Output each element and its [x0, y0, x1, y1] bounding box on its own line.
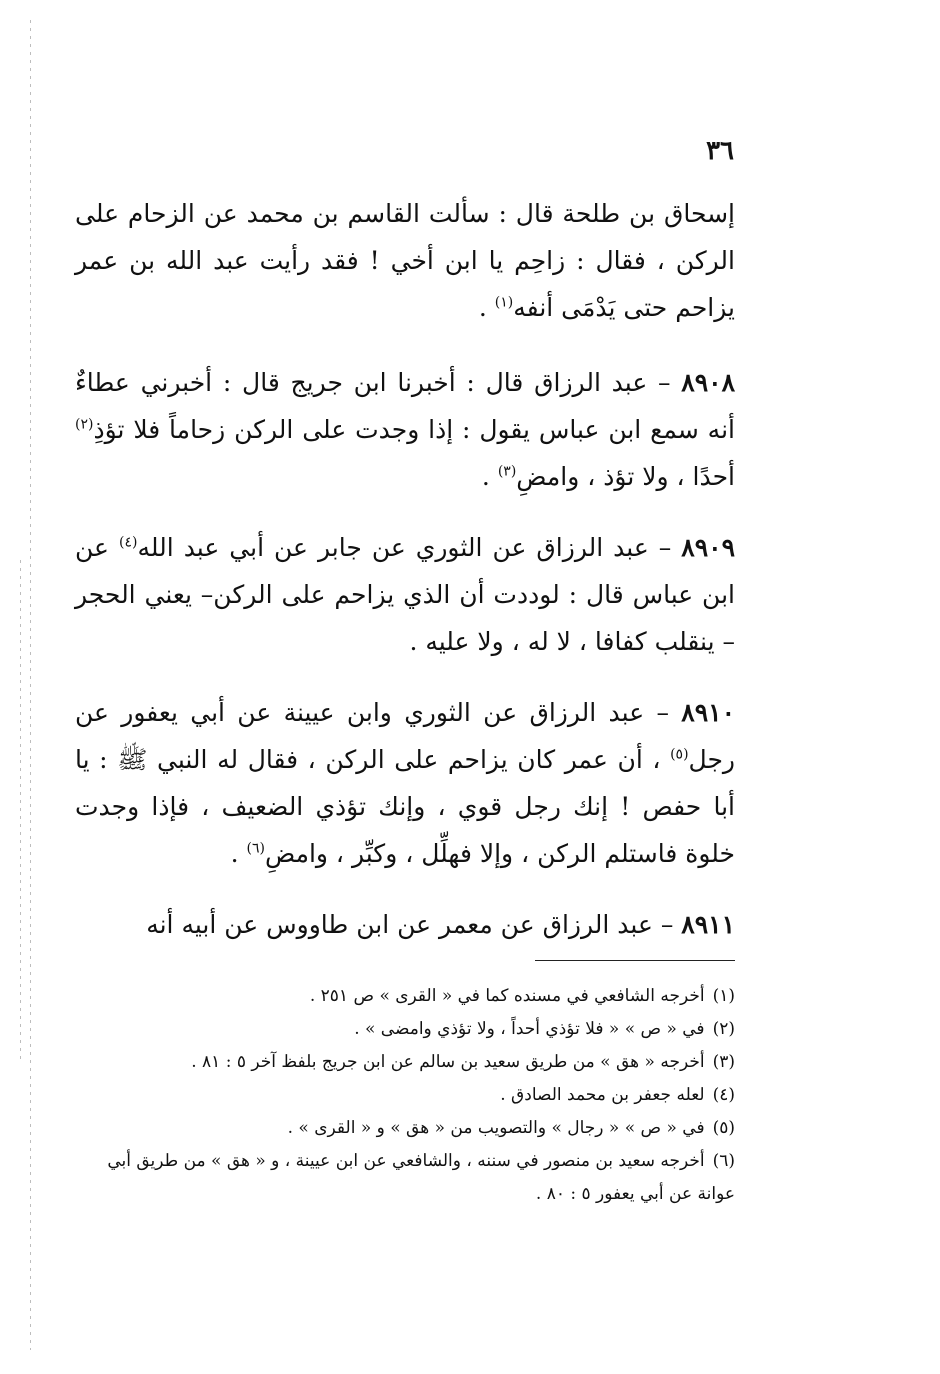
hadith-number: ٨٩١٠ — [681, 698, 735, 727]
footnote-ref[interactable]: (٦) — [246, 840, 265, 857]
hadith-8911 — [75, 901, 735, 948]
paragraph-text: – عبد الرزاق قال : أخبرنا ابن جريج قال : أخبرني عطاءٌ أنه سمع ابن عباس يقول : إذا وجدت على الركن زحاماً فلا تؤذِ — [75, 368, 735, 444]
scan-margin-line-left — [30, 20, 31, 1350]
paragraph-text-2: ، أن عمر كان يزاحم على الركن ، فقال له النبي ﷺ : يا أبا حفص ! إنك رجل قوي ، وإنك تؤذي الضعيف ، فإذا وجدت خلوة فاستلم الركن ، وإلا فهلِّل ، وكبِّر ، وامضِ — [75, 745, 735, 868]
paragraph-text: – عبد الرزاق عن الثوري عن جابر عن أبي عبد الله — [137, 533, 682, 562]
footnote-text: لعله جعفر بن محمد الصادق . — [500, 1085, 705, 1105]
footnote-4 — [75, 1079, 735, 1112]
footnote-number: (٦) — [712, 1151, 735, 1171]
footnotes — [75, 980, 735, 1211]
paragraph-text: إسحاق بن طلحة قال : سألت القاسم بن محمد عن الزحام على الركن ، فقال : زاحِم يا ابن أخي ! فقد رأيت عبد الله بن عمر يزاحم حتى يَدْمَى أنفه — [75, 199, 735, 322]
hadith-number: ٨٩١١ — [681, 910, 735, 939]
hadith-8909 — [75, 524, 735, 665]
paragraph-continued — [75, 190, 735, 331]
footnote-text: أخرجه « هق » من طريق سعيد بن سالم عن ابن جريج بلفظ آخر ٥ : ٨١ . — [191, 1052, 705, 1072]
footnote-ref[interactable]: (٣) — [497, 463, 517, 480]
hadith-8910 — [75, 689, 735, 877]
paragraph-tail: . — [481, 462, 498, 491]
paragraph-text-2: عن ابن عباس قال : لوددت أن الذي يزاحم على الركن– يعني الحجر – ينقلب كفافا ، لا له ، ولا عليه . — [75, 533, 735, 656]
footnote-text: أخرجه الشافعي في مسنده كما في « القرى » ص ٢٥١ . — [309, 986, 705, 1006]
footnote-number: (٤) — [712, 1085, 735, 1105]
footnote-separator — [535, 960, 735, 961]
hadith-number: ٨٩٠٩ — [681, 533, 735, 562]
footnote-3 — [75, 1046, 735, 1079]
paragraph-text-2: أحدًا ، ولا تؤذ ، وامضِ — [516, 462, 735, 491]
footnote-number: (٥) — [712, 1118, 735, 1138]
footnote-text: أخرجه سعيد بن منصور في سننه ، والشافعي عن ابن عيينة ، و « هق » من طريق أبي عوانة عن أبي يعفور ٥ : ٨٠ . — [107, 1151, 735, 1204]
footnote-ref[interactable]: (٤) — [118, 534, 138, 551]
paragraph-tail: . — [230, 839, 247, 868]
footnote-2 — [75, 1013, 735, 1046]
paragraph-text: – عبد الرزاق عن معمر عن ابن طاووس عن أبيه أنه — [146, 910, 682, 939]
footnote-ref[interactable]: (٥) — [670, 746, 689, 763]
footnote-ref[interactable]: (٢) — [75, 416, 94, 433]
main-text — [75, 190, 735, 972]
footnote-6 — [75, 1145, 735, 1211]
footnote-number: (١) — [712, 986, 735, 1006]
page-number: ٣٦ — [706, 136, 734, 166]
footnote-number: (٣) — [712, 1052, 735, 1072]
paragraph-text: – عبد الرزاق عن الثوري وابن عيينة عن أبي يعفور عن رجل — [75, 698, 735, 774]
footnote-ref[interactable]: (١) — [494, 294, 514, 311]
hadith-number: ٨٩٠٨ — [681, 368, 735, 397]
footnote-text: في « ص » « فلا تؤذي أحداً ، ولا تؤذي وامضى » . — [354, 1019, 705, 1039]
footnote-5 — [75, 1112, 735, 1145]
footnote-1 — [75, 980, 735, 1013]
scan-margin-line-left-inner — [20, 560, 21, 1060]
footnote-text: في « ص » « رجال » والتصويب من « هق » و « القرى » . — [287, 1118, 705, 1138]
hadith-8908 — [75, 359, 735, 500]
paragraph-tail: . — [478, 293, 495, 322]
footnote-number: (٢) — [712, 1019, 735, 1039]
